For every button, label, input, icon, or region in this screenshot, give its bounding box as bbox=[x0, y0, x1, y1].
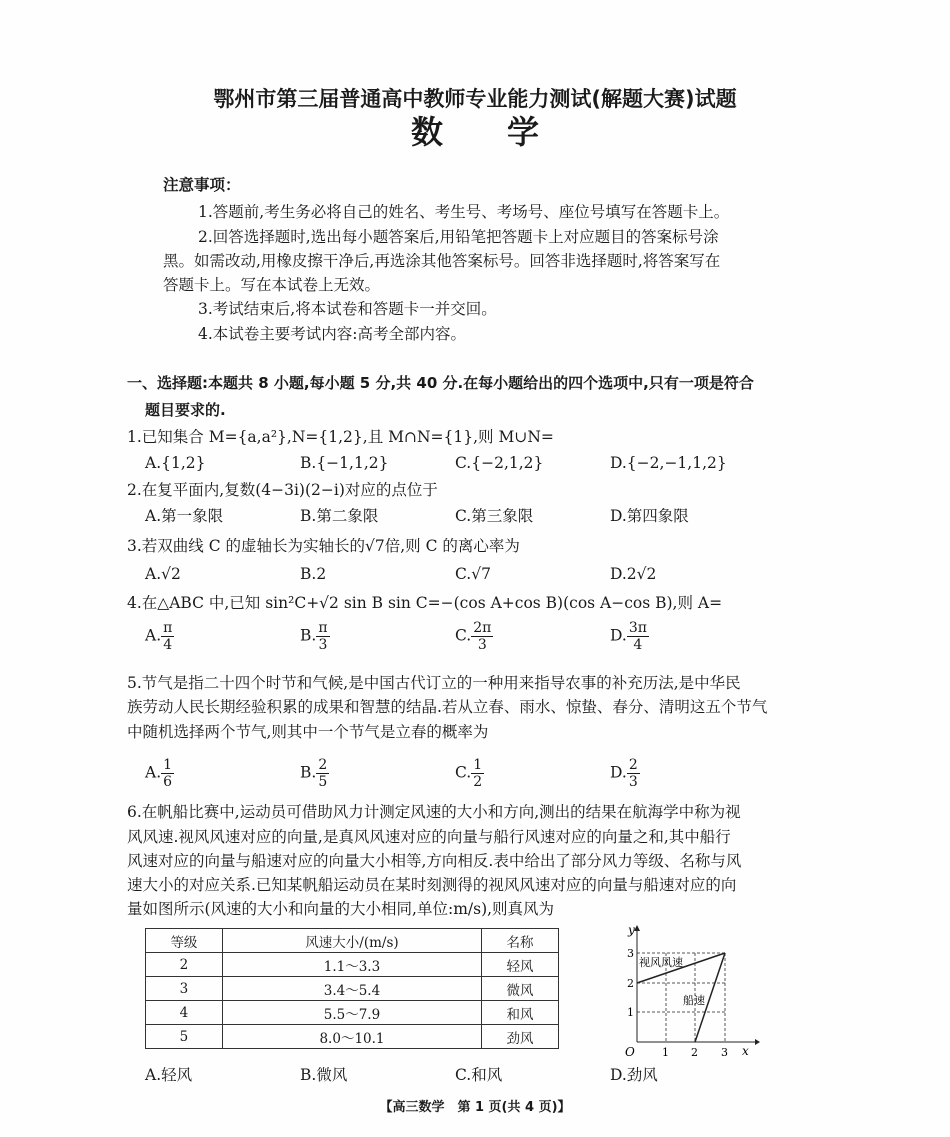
question-6-stem: 6.在帆船比赛中,运动员可借助风力计测定风速的大小和方向,测出的结果在航海学中称为视 bbox=[127, 803, 741, 821]
note-line: 答题卡上。写在本试卷上无效。 bbox=[163, 276, 381, 294]
numerator: 1 bbox=[163, 757, 173, 773]
origin-label: O bbox=[625, 1045, 635, 1059]
notes-heading: 注意事项： bbox=[163, 176, 241, 194]
denominator: 3 bbox=[477, 637, 487, 653]
option-label: A. bbox=[145, 763, 162, 782]
fraction bbox=[161, 757, 174, 790]
q5-option-d[interactable] bbox=[610, 757, 640, 790]
q2-option-b[interactable]: B.第二象限 bbox=[300, 507, 379, 525]
question-4-stem: 4.在△ABC 中,已知 sin²C+√2 sin B sin C=−(cos A+cos B)(cos A−cos B),则 A= bbox=[127, 594, 723, 612]
q1-option-a[interactable]: A.{1,2} bbox=[145, 454, 206, 472]
x-label: x bbox=[742, 1044, 749, 1058]
q2-option-a[interactable]: A.第一象限 bbox=[145, 507, 224, 525]
numerator: π bbox=[163, 620, 173, 636]
x-tick: 2 bbox=[691, 1046, 698, 1059]
q3-option-c[interactable]: C.√7 bbox=[455, 565, 491, 583]
option-label: C. bbox=[455, 763, 472, 782]
table-row bbox=[146, 1001, 559, 1025]
cell: 2 bbox=[146, 953, 223, 977]
numerator: 3π bbox=[628, 620, 647, 636]
note-line: 1.答题前,考生务必将自己的姓名、考生号、考场号、座位号填写在答题卡上。 bbox=[198, 203, 730, 221]
q6-option-b[interactable]: B.微风 bbox=[300, 1066, 348, 1084]
wind-scale-table bbox=[145, 928, 559, 1049]
option-label: A. bbox=[145, 626, 162, 645]
q5-option-a[interactable] bbox=[145, 757, 174, 790]
page-footer: 【高三数学 第 1 页(共 4 页)】 bbox=[379, 1100, 571, 1115]
note-line: 4.本试卷主要考试内容:高考全部内容。 bbox=[198, 325, 467, 343]
fraction bbox=[316, 757, 329, 790]
apparent-wind-label: 视风风速 bbox=[639, 956, 683, 969]
q5-option-c[interactable] bbox=[455, 757, 484, 790]
cell: 劲风 bbox=[482, 1025, 559, 1049]
note-line: 3.考试结束后,将本试卷和答题卡一并交回。 bbox=[198, 300, 497, 318]
question-2-stem: 2.在复平面内,复数(4−3i)(2−i)对应的点位于 bbox=[127, 481, 438, 499]
cell: 1.1～3.3 bbox=[222, 953, 481, 977]
numerator: π bbox=[318, 620, 328, 636]
denominator: 6 bbox=[163, 774, 173, 790]
section-heading-cont: 题目要求的. bbox=[145, 401, 226, 419]
option-label: B. bbox=[300, 626, 317, 645]
q1-option-d[interactable]: D.{−2,−1,1,2} bbox=[610, 454, 727, 472]
question-5-stem: 中随机选择两个节气,则其中一个节气是立春的概率为 bbox=[127, 723, 489, 741]
option-label: C. bbox=[455, 626, 472, 645]
q2-option-c[interactable]: C.第三象限 bbox=[455, 507, 534, 525]
fraction bbox=[161, 620, 174, 653]
question-6-stem: 量如图所示(风速的大小和向量的大小相同,单位:m/s),则真风为 bbox=[127, 900, 555, 918]
numerator: 2 bbox=[628, 757, 638, 773]
y-tick: 3 bbox=[627, 947, 634, 960]
option-label: D. bbox=[610, 763, 627, 782]
q6-option-c[interactable]: C.和风 bbox=[455, 1066, 503, 1084]
cell: 轻风 bbox=[482, 953, 559, 977]
y-arrow-icon bbox=[634, 925, 640, 931]
fraction bbox=[627, 620, 649, 653]
q2-option-d[interactable]: D.第四象限 bbox=[610, 507, 689, 525]
numerator: 2 bbox=[318, 757, 328, 773]
x-tick: 3 bbox=[721, 1046, 728, 1059]
note-line: 2.回答选择题时,选出每小题答案后,用铅笔把答题卡上对应题目的答案标号涂 bbox=[198, 228, 719, 246]
q4-option-c[interactable] bbox=[455, 620, 493, 653]
fraction bbox=[627, 757, 640, 790]
cell: 3 bbox=[146, 977, 223, 1001]
denominator: 4 bbox=[163, 637, 173, 653]
q4-option-d[interactable] bbox=[610, 620, 649, 653]
boat-speed-label: 船速 bbox=[683, 994, 705, 1007]
numerator: 2π bbox=[473, 620, 492, 636]
fraction bbox=[471, 757, 484, 790]
cell: 3.4～5.4 bbox=[222, 977, 481, 1001]
x-tick: 1 bbox=[662, 1046, 669, 1059]
y-label: y bbox=[628, 923, 635, 937]
exam-title: 鄂州市第三届普通高中教师专业能力测试(解题大赛)试题 bbox=[213, 87, 737, 111]
header-cell: 名称 bbox=[482, 929, 559, 953]
q3-option-a[interactable]: A.√2 bbox=[145, 565, 181, 583]
note-line: 黑。如需改动,用橡皮擦干净后,再选涂其他答案标号。回答非选择题时,将答案写在 bbox=[163, 252, 721, 270]
y-tick: 2 bbox=[627, 977, 634, 990]
y-tick: 1 bbox=[627, 1006, 634, 1019]
numerator: 1 bbox=[473, 757, 483, 773]
q5-option-b[interactable] bbox=[300, 757, 329, 790]
question-1-stem: 1.已知集合 M={a,a²},N={1,2},且 M∩N={1},则 M∪N= bbox=[127, 428, 554, 446]
q4-option-b[interactable] bbox=[300, 620, 330, 653]
denominator: 5 bbox=[318, 774, 328, 790]
q3-option-b[interactable]: B.2 bbox=[300, 565, 327, 583]
q1-option-b[interactable]: B.{−1,1,2} bbox=[300, 454, 389, 472]
question-6-stem: 风速对应的向量与船速对应的向量大小相等,方向相反.表中给出了部分风力等级、名称与风 bbox=[127, 852, 742, 870]
denominator: 3 bbox=[628, 774, 638, 790]
fraction bbox=[316, 620, 329, 653]
x-arrow-icon bbox=[755, 1039, 760, 1045]
q4-option-a[interactable] bbox=[145, 620, 174, 653]
denominator: 2 bbox=[473, 774, 483, 790]
cell: 微风 bbox=[482, 977, 559, 1001]
question-5-stem: 5.节气是指二十四个时节和气候,是中国古代订立的一种用来指导农事的补充历法,是中华民 bbox=[127, 674, 741, 692]
vector-figure bbox=[610, 922, 770, 1060]
table-row bbox=[146, 1025, 559, 1049]
q3-option-d[interactable]: D.2√2 bbox=[610, 565, 657, 583]
option-label: B. bbox=[300, 763, 317, 782]
question-6-stem: 风风速.视风风速对应的向量,是真风风速对应的向量与船行风速对应的向量之和,其中船行 bbox=[127, 828, 731, 846]
denominator: 4 bbox=[633, 637, 643, 653]
table-row bbox=[146, 953, 559, 977]
question-6-stem: 速大小的对应关系.已知某帆船运动员在某时刻测得的视风风速对应的向量与船速对应的向 bbox=[127, 876, 737, 894]
cell: 8.0～10.1 bbox=[222, 1025, 481, 1049]
q1-option-c[interactable]: C.{−2,1,2} bbox=[455, 454, 544, 472]
cell: 4 bbox=[146, 1001, 223, 1025]
cell: 和风 bbox=[482, 1001, 559, 1025]
option-label: D. bbox=[610, 626, 627, 645]
cell: 5.5～7.9 bbox=[222, 1001, 481, 1025]
fraction bbox=[471, 620, 493, 653]
q6-option-d[interactable]: D.劲风 bbox=[610, 1066, 658, 1084]
table-row bbox=[146, 977, 559, 1001]
denominator: 3 bbox=[318, 637, 328, 653]
question-3-stem: 3.若双曲线 C 的虚轴长为实轴长的√7倍,则 C 的离心率为 bbox=[127, 537, 520, 555]
question-5-stem: 族劳动人民长期经验积累的成果和智慧的结晶.若从立春、雨水、惊蛰、春分、清明这五个节气 bbox=[127, 698, 768, 716]
subject-title: 数 学 bbox=[410, 113, 539, 151]
cell: 5 bbox=[146, 1025, 223, 1049]
q6-option-a[interactable]: A.轻风 bbox=[145, 1066, 193, 1084]
section-heading: 一、选择题:本题共 8 小题,每小题 5 分,共 40 分.在每小题给出的四个选项中,只有一项是符合 bbox=[127, 374, 754, 392]
table-header-row bbox=[146, 929, 559, 953]
header-cell: 风速大小/(m/s) bbox=[222, 929, 481, 953]
header-cell: 等级 bbox=[146, 929, 223, 953]
